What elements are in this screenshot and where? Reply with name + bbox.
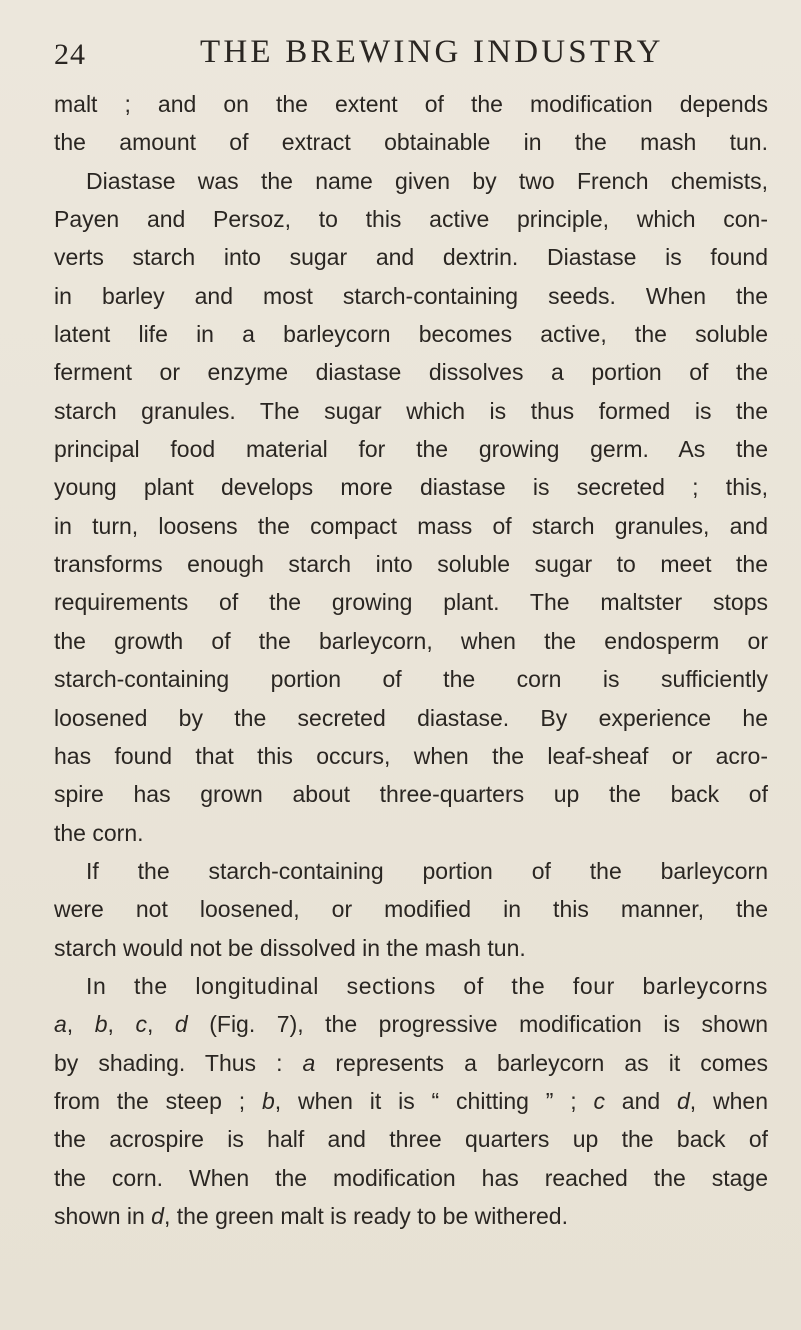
- text-run: , when: [689, 1087, 768, 1114]
- text-line: malt ; and on the extent of the modification depends: [54, 91, 768, 117]
- page-header-title: THE BREWING INDUSTRY: [200, 34, 664, 70]
- text-run: , when it is “ chitting ” ;: [274, 1087, 594, 1114]
- text-line: Diastase was the name given by two French chemists,: [86, 167, 768, 194]
- figure-letter: a: [54, 1011, 67, 1038]
- text-line: the corn.: [54, 819, 144, 846]
- text-run: from the steep ;: [54, 1087, 262, 1114]
- text-line: the acrospire is half and three quarters up the back of: [54, 1126, 768, 1153]
- text-line: spire has grown about three-quarters up the back of: [54, 781, 768, 808]
- text-line: [54, 1044, 768, 1082]
- figure-letter: d: [151, 1202, 164, 1229]
- text-line: young plant develops more diastase is secreted ; this,: [54, 474, 768, 501]
- text-line: [54, 1197, 768, 1235]
- text-run: shown in: [54, 1202, 152, 1229]
- text-line: requirements of the growing plant. The maltster stops: [54, 589, 768, 616]
- text-run: represents a barleycorn as it comes: [315, 1049, 768, 1076]
- figure-letter: b: [94, 1011, 108, 1038]
- text-line: a, b, c, d (Fig. 7), the progressive modification is shown: [54, 1011, 768, 1038]
- running-head: [40, 30, 740, 74]
- text-line: were not loosened, or modified in this manner, the: [54, 896, 768, 923]
- body-text: [54, 85, 768, 1235]
- text-line: principal food material for the growing germ. As the: [54, 436, 768, 463]
- page-number: 24: [54, 38, 86, 71]
- figure-letter: a: [302, 1049, 316, 1076]
- figure-letter: d: [677, 1087, 690, 1114]
- figure-letter: b: [261, 1087, 275, 1114]
- text-line: starch granules. The sugar which is thus formed is the: [54, 397, 768, 424]
- text-line: starch-containing portion of the corn is sufficiently: [54, 666, 768, 693]
- text-run: by shading. Thus :: [54, 1049, 303, 1076]
- text-line: the corn. When the modification has reached the stage: [54, 1164, 768, 1191]
- text-run: and: [604, 1087, 677, 1114]
- text-line: the amount of extract obtainable in the mash tun.: [54, 129, 768, 156]
- text-line: [54, 1082, 768, 1120]
- text-line: transforms enough starch into soluble sugar to meet the: [54, 551, 768, 578]
- text-line: starch would not be dissolved in the mash tun.: [54, 934, 526, 961]
- text-line: If the starch-containing portion of the barleycorn: [86, 857, 768, 884]
- text-line: Payen and Persoz, to this active principle, which con-: [54, 206, 768, 233]
- figure-letter: c: [593, 1087, 605, 1114]
- text-line: has found that this occurs, when the leaf-sheaf or acro-: [54, 742, 768, 769]
- text-line: In the longitudinal sections of the four barleycorns: [86, 972, 768, 999]
- text-line: in barley and most starch-containing seeds. When the: [54, 282, 768, 309]
- text-line: the growth of the barleycorn, when the endosperm or: [54, 627, 768, 654]
- figure-letter: d: [174, 1011, 188, 1038]
- text-line: verts starch into sugar and dextrin. Diastase is found: [54, 244, 768, 271]
- text-run: (Fig. 7), the progressive modification is shown: [187, 1011, 768, 1038]
- text-line: in turn, loosens the compact mass of starch granules, and: [54, 512, 768, 539]
- text-line: latent life in a barleycorn becomes active, the soluble: [54, 321, 768, 348]
- text-line: ferment or enzyme diastase dissolves a portion of the: [54, 359, 768, 386]
- figure-letter: c: [135, 1011, 147, 1038]
- text-line: loosened by the secreted diastase. By experience he: [54, 704, 768, 731]
- text-run: , the green malt is ready to be withered.: [163, 1202, 568, 1229]
